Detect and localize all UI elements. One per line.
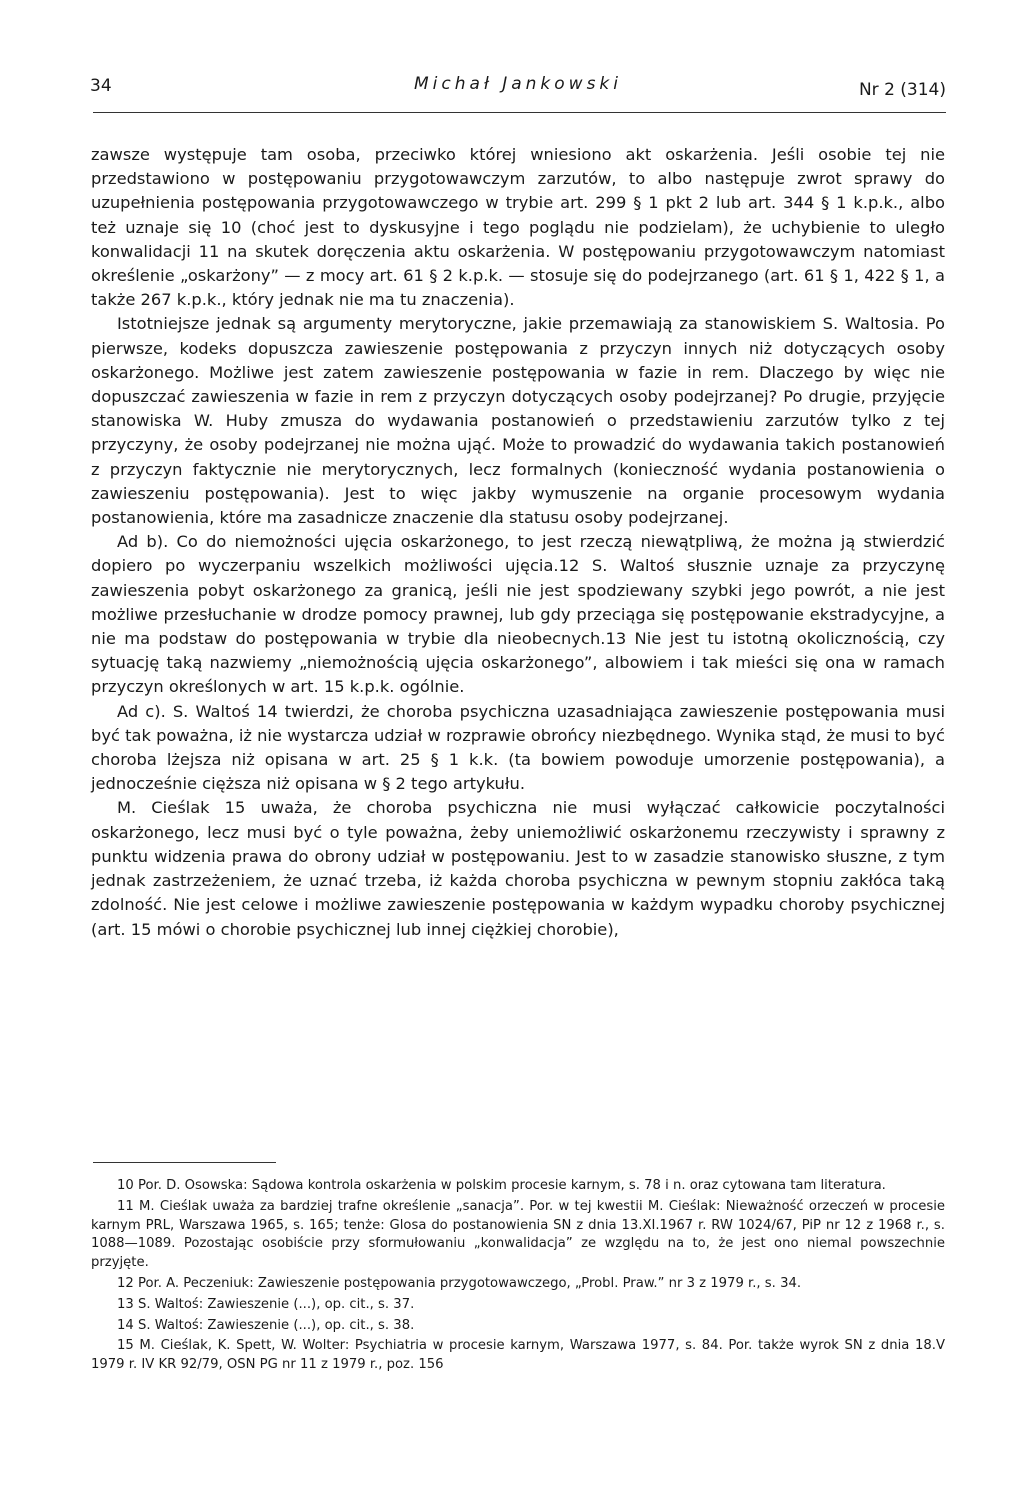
paragraph: zawsze występuje tam osoba, przeciwko której wniesiono akt oskarżenia. Jeśli osobie tej nie przedstawiono w postępowaniu przygotowawczym zarzutów, to albo następuje zwrot sprawy do uzupełnienia postępowania przygotowawczego w trybie art. 299 § 1 pkt 2 lub art. 344 § 1 k.p.k., albo też uznaje się 10 (choć jest to dyskusyjne i tego poglądu nie podzielam), że uchybienie to uległo konwalidacji 11 na skutek doręczenia aktu oskarżenia. W postępowaniu przygotowawczym natomiast określenie „oskarżony” — z mocy art. 61 § 2 k.p.k. — stosuje się do podejrzanego (art. 61 § 1, 422 § 1, a także 267 k.p.k., który jednak nie ma tu znaczenia). (91, 145, 945, 310)
paragraph: Ad c). S. Waltoś 14 twierdzi, że choroba psychiczna uzasadniająca zawieszenie postępowania musi być tak poważna, iż nie wystarcza udział w rozprawie obrońcy niezbędnego. Wynika stąd, że musi to być choroba lżejsza niż opisana w art. 25 § 1 k.k. (ta bowiem powoduje umorzenie postępowania), a jednocześnie cięższa niż opisana w § 2 tego artykułu. (91, 701, 945, 794)
footnote: 15 M. Cieślak, K. Spett, W. Wolter: Psychiatria w procesie karnym, Warszawa 1977, s. 84. Por. także wyrok SN z dnia 18.V 1979 r. IV KR 92/79, OSN PG nr 11 z 1979 r., poz. 156 (91, 1338, 945, 1373)
footnote: 10 Por. D. Osowska: Sądowa kontrola oskarżenia w polskim procesie karnym, s. 78 i n. oraz cytowana tam literatura. (117, 1178, 886, 1193)
header-rule (93, 112, 946, 113)
footnote: 13 S. Waltoś: Zawieszenie (...), op. cit., s. 37. (117, 1296, 415, 1312)
main-text (91, 143, 945, 942)
issue-number: Nr 2 (314) (858, 80, 946, 100)
footnote: 11 M. Cieślak uważa za bardziej trafne określenie „sanacja”. Por. w tej kwestii M. Cieślak: Nieważność orzeczeń w procesie karnym PRL, Warszawa 1965, s. 165; tenże: Glosa do postanowienia SN z dnia 13.XI.1967 r. RW 1024/67, PiP nr 12 z 1968 r., s. 1088—1089. Pozostając osobiście przy sformułowaniu „konwalidacja” ze względu na to, że jest ono niemal powszechnie przyjęte. (91, 1198, 945, 1271)
footnotes (91, 1177, 945, 1377)
page-number: 34 (90, 76, 112, 96)
paragraph: Istotniejsze jednak są argumenty merytoryczne, jakie przemawiają za stanowiskiem S. Waltosia. Po pierwsze, kodeks dopuszcza zawieszenie postępowania z przyczyn innych niż dotyczących osoby oskarżonego. Możliwe jest zatem zawieszenie postępowania w fazie in rem. Dlaczego by więc nie dopuszczać zawieszenia w fazie in rem z przyczyn dotyczących osoby podejrzanej? Po drugie, przyjęcie stanowiska W. Huby zmusza do wydawania postanowień o przedstawieniu zarzutów tylko z tej przyczyny, że osoby podejrzanej nie można ująć. Może to prowadzić do wydawania takich postanowień z przyczyn faktycznie nie merytorycznych, lecz formalnych (konieczność wydania postanowienia o zawieszeniu postępowania). Jest to więc jakby wymuszenie na organie procesowym wydania postanowienia, które ma zasadnicze znaczenie dla statusu osoby podejrzanej. (91, 314, 945, 528)
running-author: Michał Jankowski (414, 74, 622, 94)
footnote: 14 S. Waltoś: Zawieszenie (...), op. cit., s. 38. (117, 1317, 415, 1333)
running-header (90, 72, 946, 102)
footnote: 12 Por. A. Peczeniuk: Zawieszenie postępowania przygotowawczego, „Probl. Praw.” nr 3 z 1979 r., s. 34. (117, 1275, 802, 1291)
paragraph: Ad b). Co do niemożności ujęcia oskarżonego, to jest rzeczą niewątpliwą, że można ją stwierdzić dopiero po wyczerpaniu wszelkich możliwości ujęcia.12 S. Waltoś słusznie uznaje za przyczynę zawieszenia pobyt oskarżonego za granicą, jeśli nie jest spodziewany szybki jego powrót, a nie jest możliwe przesłuchanie w drodze pomocy prawnej, lub gdy przeciąga się postępowanie ekstradycyjne, a nie ma podstaw do postępowania w trybie dla nieobecnych.13 Nie jest tu istotną okolicznością, czy sytuację taką nazwiemy „niemożnością ujęcia oskarżonego”, albowiem i tak mieści się ona w ramach przyczyn określonych w art. 15 k.p.k. ogólnie. (91, 532, 945, 697)
paragraph: M. Cieślak 15 uważa, że choroba psychiczna nie musi wyłączać całkowicie poczytalności oskarżonego, lecz musi być o tyle poważna, żeby uniemożliwić oskarżonemu rzeczywisty i sprawny z punktu widzenia prawa do obrony udział w postępowaniu. Jest to w zasadzie stanowisko słuszne, z tym jednak zastrzeżeniem, że uznać trzeba, iż każda choroba psychiczna w pewnym stopniu zakłóca taką zdolność. Nie jest celowe i możliwe zawieszenie postępowania w każdym wypadku choroby psychicznej (art. 15 mówi o chorobie psychicznej lub innej ciężkiej chorobie), (91, 798, 945, 939)
footnote-rule (93, 1162, 276, 1163)
